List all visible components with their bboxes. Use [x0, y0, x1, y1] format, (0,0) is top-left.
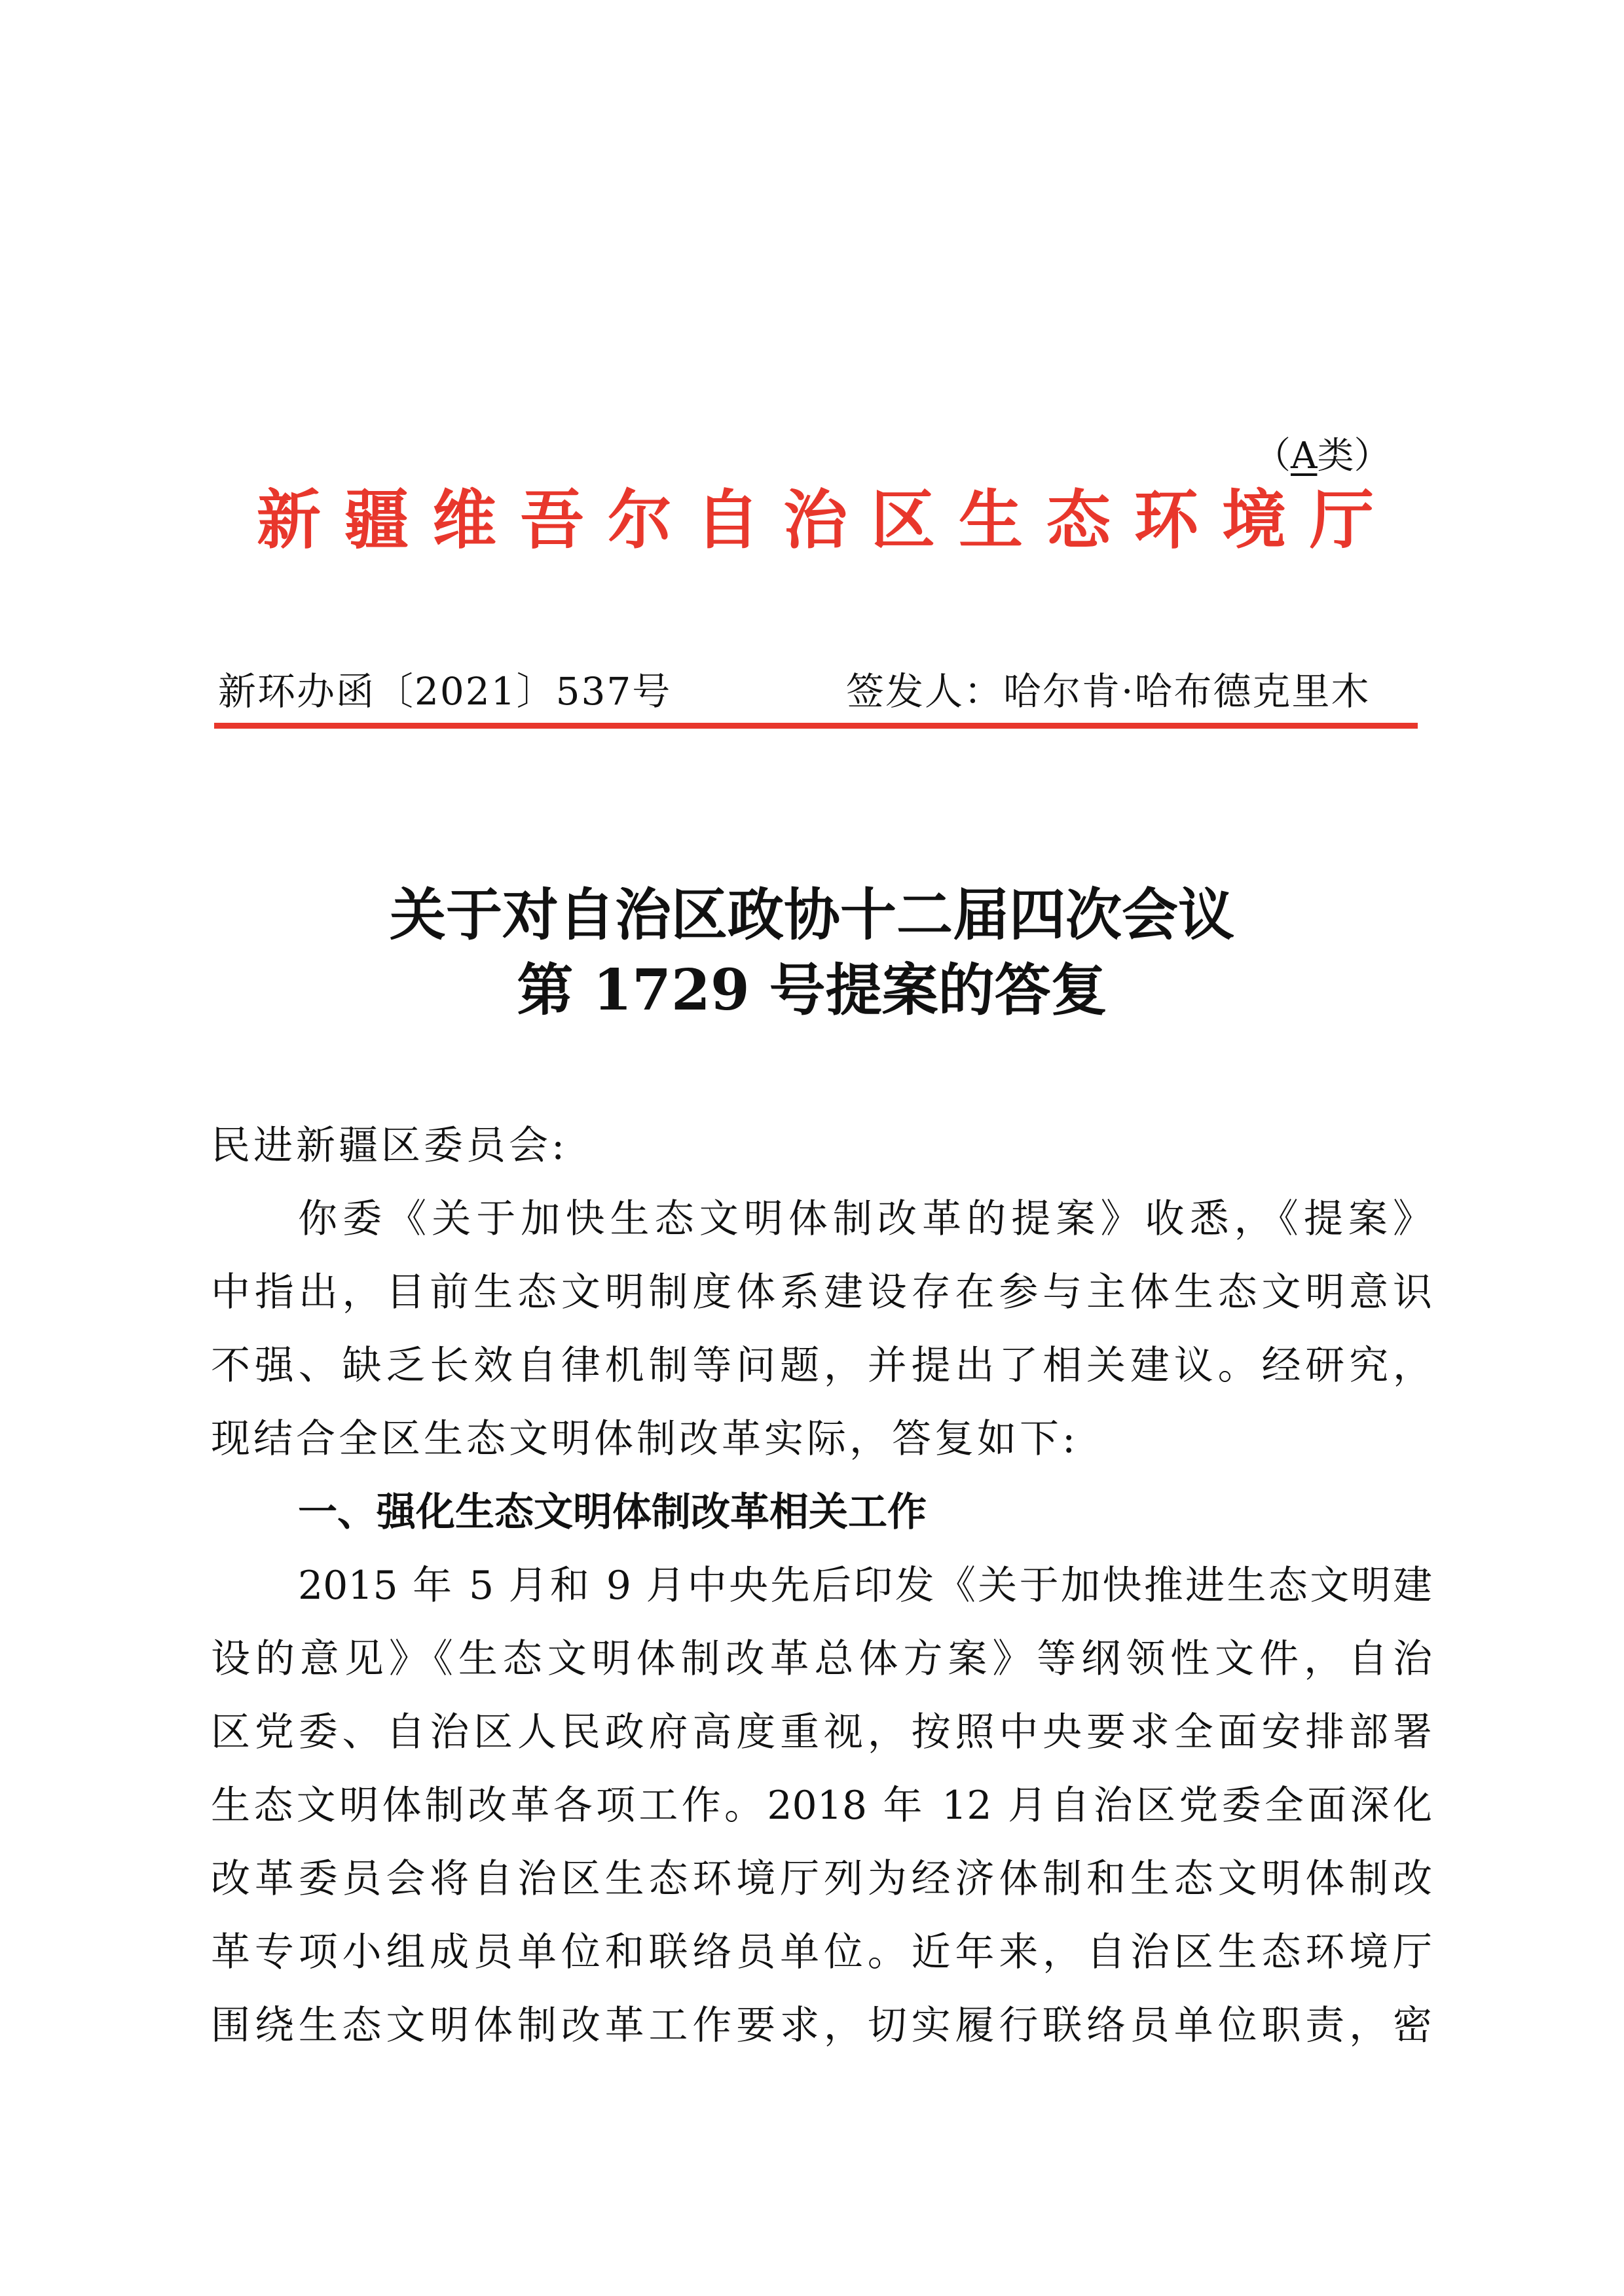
section-heading: 一、强化生态文明体制改革相关工作 — [298, 1489, 927, 1535]
section-paragraph-line: 设的意见》《生态文明体制改革总体方案》等纲领性文件，自治 — [211, 1636, 1432, 1682]
body-paragraph-line: 不强、缺乏长效自律机制等问题，并提出了相关建议。经研究， — [211, 1343, 1432, 1389]
body-paragraph-line: 现结合全区生态文明体制改革实际，答复如下: — [211, 1416, 1079, 1462]
document-title-line-2: 第 1729 号提案的答复 — [517, 957, 1107, 1023]
issuing-organization-title: 新疆维吾尔自治区生态环境厅 — [257, 483, 1398, 558]
body-paragraph-line: 中指出，目前生态文明制度体系建设存在参与主体生态文明意识 — [211, 1269, 1432, 1315]
document-number: 新环办函〔2021〕537号 — [218, 669, 672, 714]
section-paragraph-line: 革专项小组成员单位和联络员单位。近年来，自治区生态环境厅 — [211, 1929, 1432, 1975]
body-paragraph-line: 你委《关于加快生态文明体制改革的提案》收悉，《提案》 — [298, 1196, 1432, 1242]
document-title-line-1: 关于对自治区政协十二届四次会议 — [390, 882, 1234, 948]
section-paragraph-line: 生态文明体制改革各项工作。2018 年 12 月自治区党委全面深化 — [211, 1783, 1432, 1829]
class-mark-open: （ — [1254, 435, 1291, 477]
signatory: 签发人：哈尔肯·哈布德克里木 — [846, 669, 1371, 714]
section-paragraph-line: 区党委、自治区人民政府高度重视，按照中央要求全面安排部署 — [211, 1709, 1432, 1755]
class-mark-close: 类） — [1317, 435, 1391, 477]
classification-mark — [1254, 433, 1390, 479]
red-separator-line — [214, 723, 1418, 729]
salutation: 民进新疆区委员会: — [211, 1123, 568, 1169]
section-paragraph-line: 围绕生态文明体制改革工作要求，切实履行联络员单位职责，密 — [211, 2003, 1432, 2049]
section-paragraph-line: 改革委员会将自治区生态环境厅列为经济体制和生态文明体制改 — [211, 1856, 1432, 1902]
section-paragraph-line: 2015 年 5 月和 9 月中央先后印发《关于加快推进生态文明建 — [298, 1563, 1432, 1609]
class-mark-letter: A — [1291, 435, 1318, 477]
